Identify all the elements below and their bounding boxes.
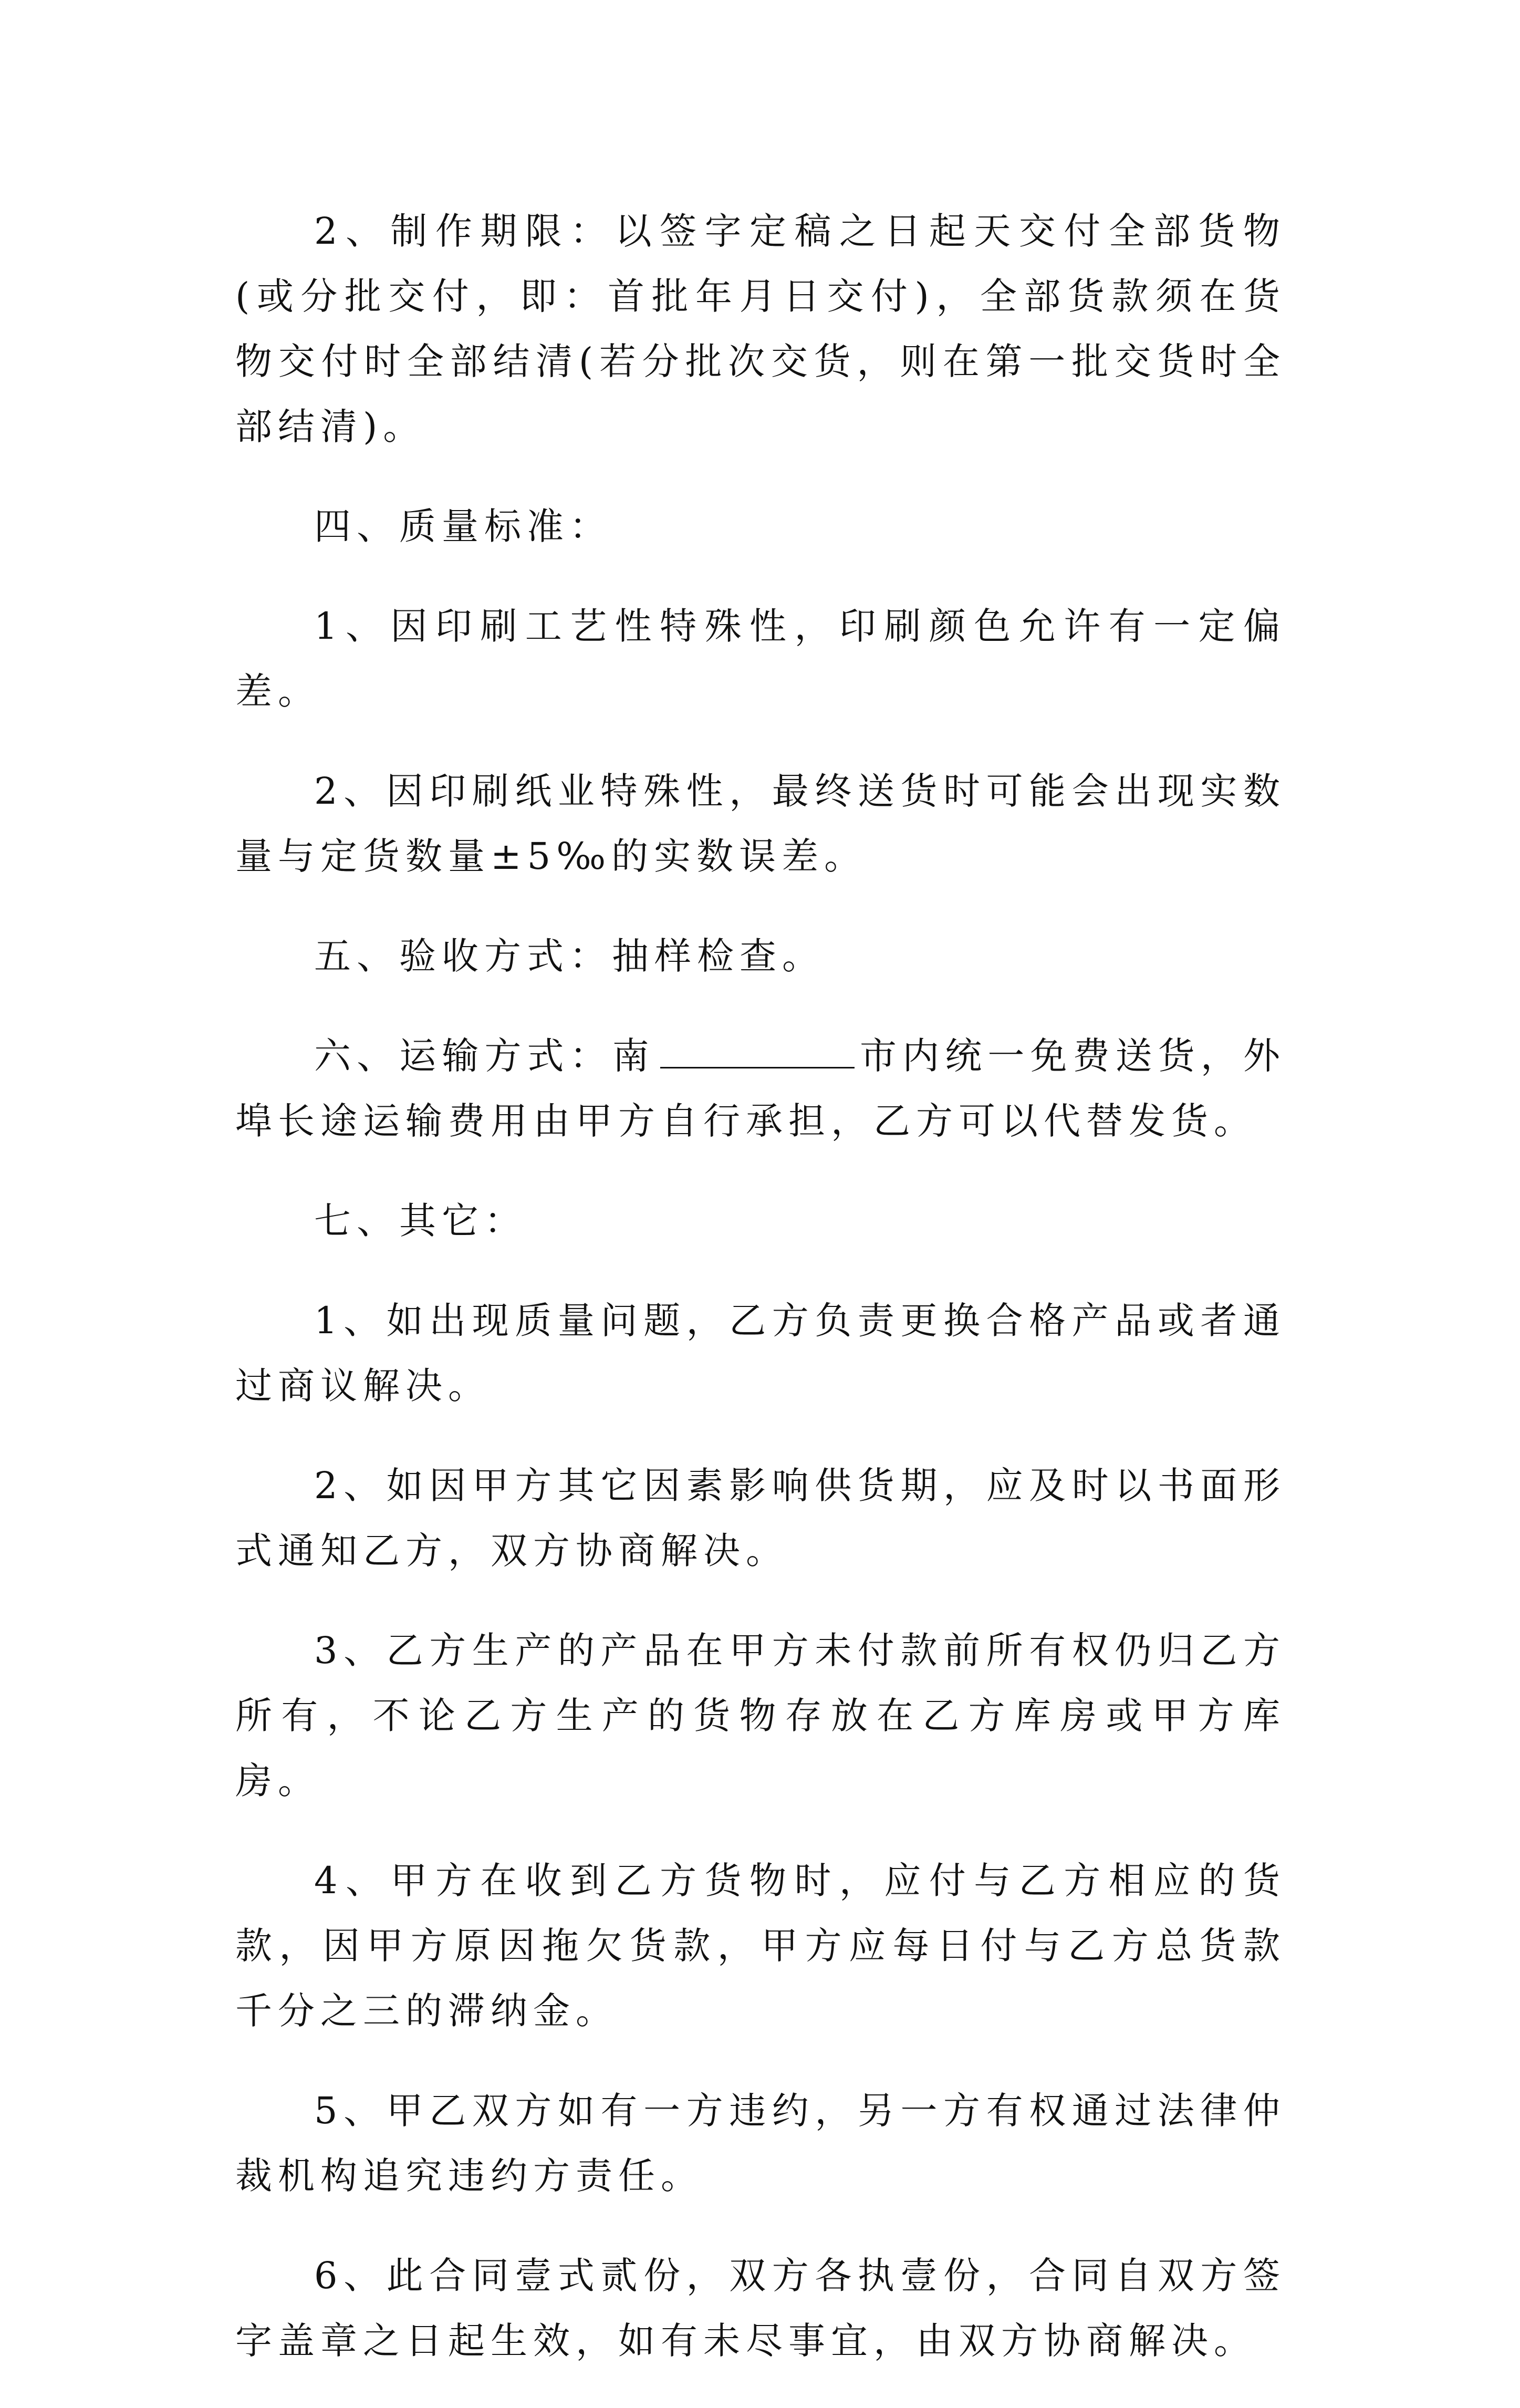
transport-text-after: 市内统一免费送货，外埠长途运输费用由甲方自行承担，乙方可以代替发货。 <box>235 1034 1286 1143</box>
clause-late-payment: 4、甲方在收到乙方货物时，应付与乙方相应的货款，因甲方原因拖欠货款，甲方应每日付与乙方总货款千分之三的滞纳金。 <box>235 1859 1286 2032</box>
clause-production-period: 2、制作期限：以签字定稿之日起天交付全部货物(或分批交付，即：首批年月日交付)，全部货款须在货物交付时全部结清(若分批次交货，则在第一批交货时全部结清)。 <box>235 210 1286 448</box>
clause-ownership: 3、乙方生产的产品在甲方未付款前所有权仍归乙方所有，不论乙方生产的货物存放在乙方库房或甲方库房。 <box>235 1629 1286 1802</box>
section-acceptance-method: 五、验收方式：抽样检查。 <box>314 935 825 978</box>
clause-delivery-delay: 2、如因甲方其它因素影响供货期，应及时以书面形式通知乙方，双方协商解决。 <box>235 1464 1286 1572</box>
section-other: 七、其它： <box>314 1199 527 1242</box>
clause-color-deviation: 1、因印刷工艺性特殊性，印刷颜色允许有一定偏差。 <box>235 605 1286 713</box>
transport-text-before: 六、运输方式：南 <box>314 1034 655 1077</box>
clause-contract-copies: 6、此合同壹式贰份，双方各执壹份，合同自双方签字盖章之日起生效，如有未尽事宜，由双方协商解决。 <box>235 2254 1286 2362</box>
city-blank-field <box>660 1035 855 1068</box>
clause-quantity-deviation: 2、因印刷纸业特殊性，最终送货时可能会出现实数量与定货数量±5‰的实数误差。 <box>235 770 1286 878</box>
section-quality-standard: 四、质量标准： <box>314 505 612 548</box>
section-transport-method <box>235 1023 1286 1154</box>
clause-breach: 5、甲乙双方如有一方违约，另一方有权通过法律仲裁机构追究违约方责任。 <box>235 2089 1286 2197</box>
document-page <box>235 199 1286 2408</box>
clause-quality-issue: 1、如出现质量问题，乙方负责更换合格产品或者通过商议解决。 <box>235 1299 1286 1407</box>
